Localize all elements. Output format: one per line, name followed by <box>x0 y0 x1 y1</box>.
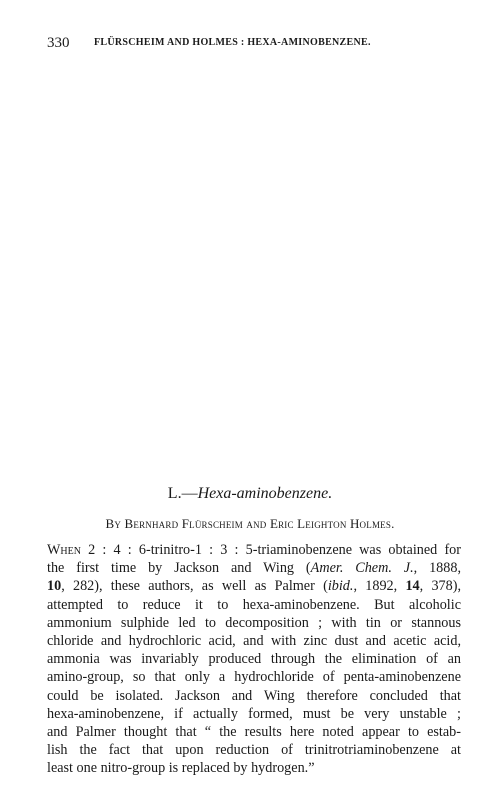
article-body <box>47 541 461 778</box>
body-line: ammonia was invariably produced through the elimination of an <box>47 651 461 668</box>
article-number: L.— <box>167 485 198 502</box>
body-line: 10, 282), these authors, as well as Palmer (ibid., 1892, 14, 378), <box>47 578 462 595</box>
body-line: hexa-aminobenzene, if actually formed, must be very unstable ; <box>47 705 461 722</box>
body-line: least one nitro-group is replaced by hydrogen.” <box>47 760 315 777</box>
body-line: When 2 : 4 : 6-trinitro-1 : 3 : 5-triaminobenzene was obtained for <box>47 542 461 558</box>
body-line: and Palmer thought that “ the results here noted appear to estab- <box>47 724 461 741</box>
page-header <box>47 34 460 52</box>
running-title: FLÜRSCHEIM AND HOLMES : HEXA-AMINOBENZENE. <box>94 37 371 48</box>
body-line: amino-group, so that only a hydrochloride of penta-aminobenzene <box>47 669 461 686</box>
body-line: chloride and hydrochloric acid, and with zinc dust and acetic acid, <box>47 633 461 650</box>
article-authors: By Bernhard Flürscheim and Eric Leighton Holmes. <box>105 516 395 531</box>
article-title-text: Hexa-aminobenzene. <box>197 485 333 502</box>
body-line: attempted to reduce it to hexa-aminobenzene. But alcoholic <box>47 596 461 613</box>
body-line: the first time by Jackson and Wing (Amer. Chem. J., 1888, <box>47 560 461 577</box>
body-line: ammonium sulphide led to decomposition ; with tin or stannous <box>47 614 461 631</box>
page-number: 330 <box>47 35 70 51</box>
body-line: lish the fact that upon reduction of trinitrotriaminobenzene at <box>47 742 461 759</box>
article-title <box>0 485 500 503</box>
body-line: could be isolated. Jackson and Wing therefore concluded that <box>47 687 461 704</box>
